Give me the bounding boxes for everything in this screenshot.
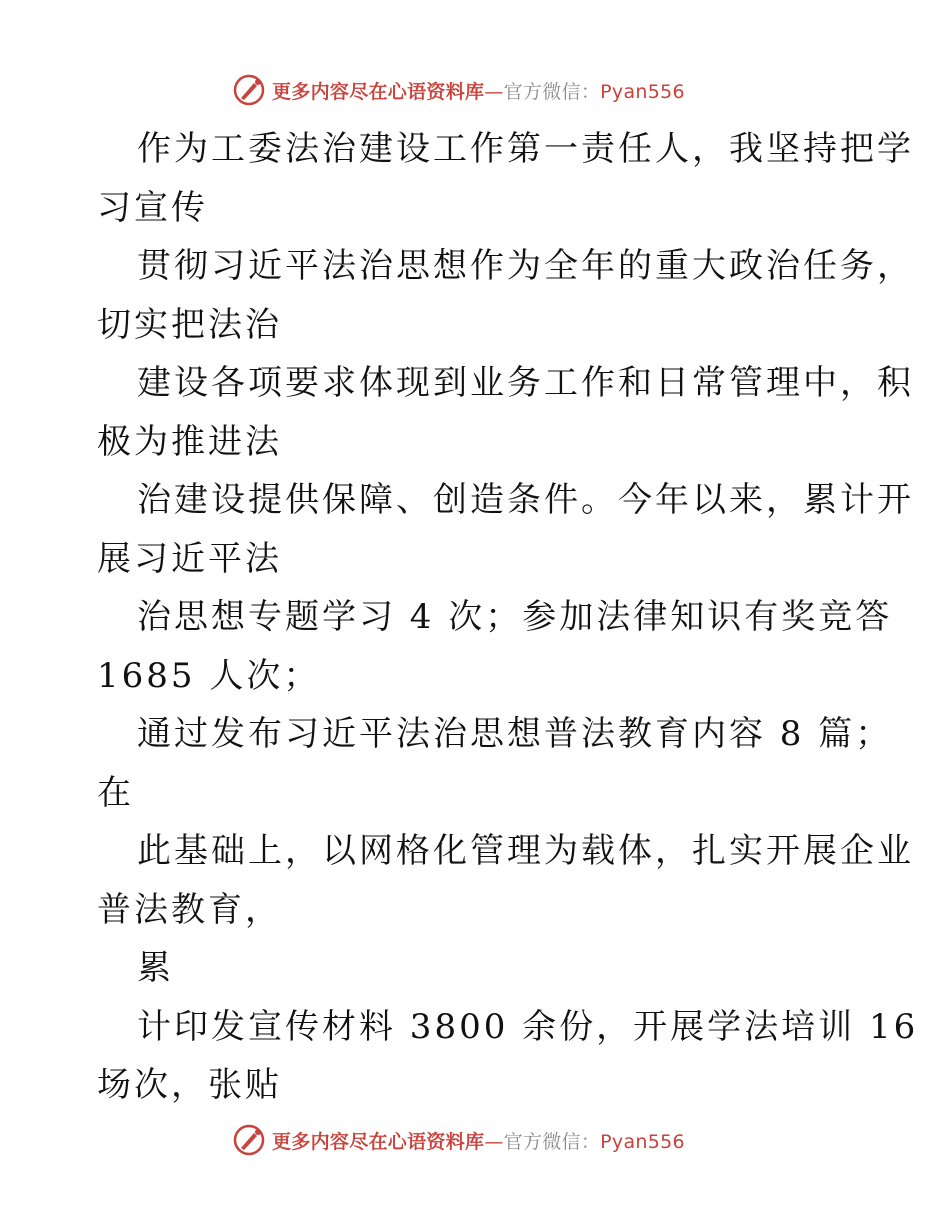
wechat-id: Pyan556 xyxy=(600,80,685,103)
body-line: 累 xyxy=(137,948,174,988)
body-line: 此基础上，以网格化管理为载体，扎实开展企业 xyxy=(137,831,914,871)
body-line: 治思想专题学习 4 次；参加法律知识有奖竞答 xyxy=(137,597,893,637)
body-line: 切实把法治 xyxy=(97,304,282,345)
body-line: 贯彻习近平法治思想作为全年的重大政治任务， xyxy=(137,246,914,286)
footer-banner xyxy=(232,1120,712,1160)
brand-text: 更多内容尽在心语资料库 xyxy=(272,80,485,103)
body-line: 1685 人次； xyxy=(97,655,321,696)
body-line: 通过发布习近平法治思想普法教育内容 8 篇； xyxy=(137,714,893,754)
body-line: 建设各项要求体现到业务工作和日常管理中，积 xyxy=(137,363,914,403)
header-banner xyxy=(232,70,712,110)
body-line: 习宣传 xyxy=(97,187,208,228)
banner-dash: — xyxy=(484,80,504,103)
quill-pen-logo-icon xyxy=(232,1123,266,1157)
body-line: 展习近平法 xyxy=(97,538,282,579)
brand-text: 更多内容尽在心语资料库 xyxy=(272,1130,485,1153)
official-wechat-label: 官方微信： xyxy=(503,80,601,103)
body-line: 在 xyxy=(97,772,134,813)
body-line: 治建设提供保障、创造条件。今年以来，累计开 xyxy=(137,480,914,520)
wechat-id: Pyan556 xyxy=(600,1130,685,1153)
document-body xyxy=(97,120,919,1115)
body-line: 作为工委法治建设工作第一责任人，我坚持把学 xyxy=(137,129,914,169)
official-wechat-label: 官方微信： xyxy=(503,1130,601,1153)
body-line: 场次，张贴 xyxy=(97,1065,282,1105)
body-line: 极为推进法 xyxy=(97,421,282,462)
body-line: 计印发宣传材料 3800 余份，开展学法培训 16 xyxy=(137,1006,919,1047)
body-line: 普法教育， xyxy=(97,889,282,930)
banner-dash: — xyxy=(484,1130,504,1153)
quill-pen-logo-icon xyxy=(232,73,266,107)
